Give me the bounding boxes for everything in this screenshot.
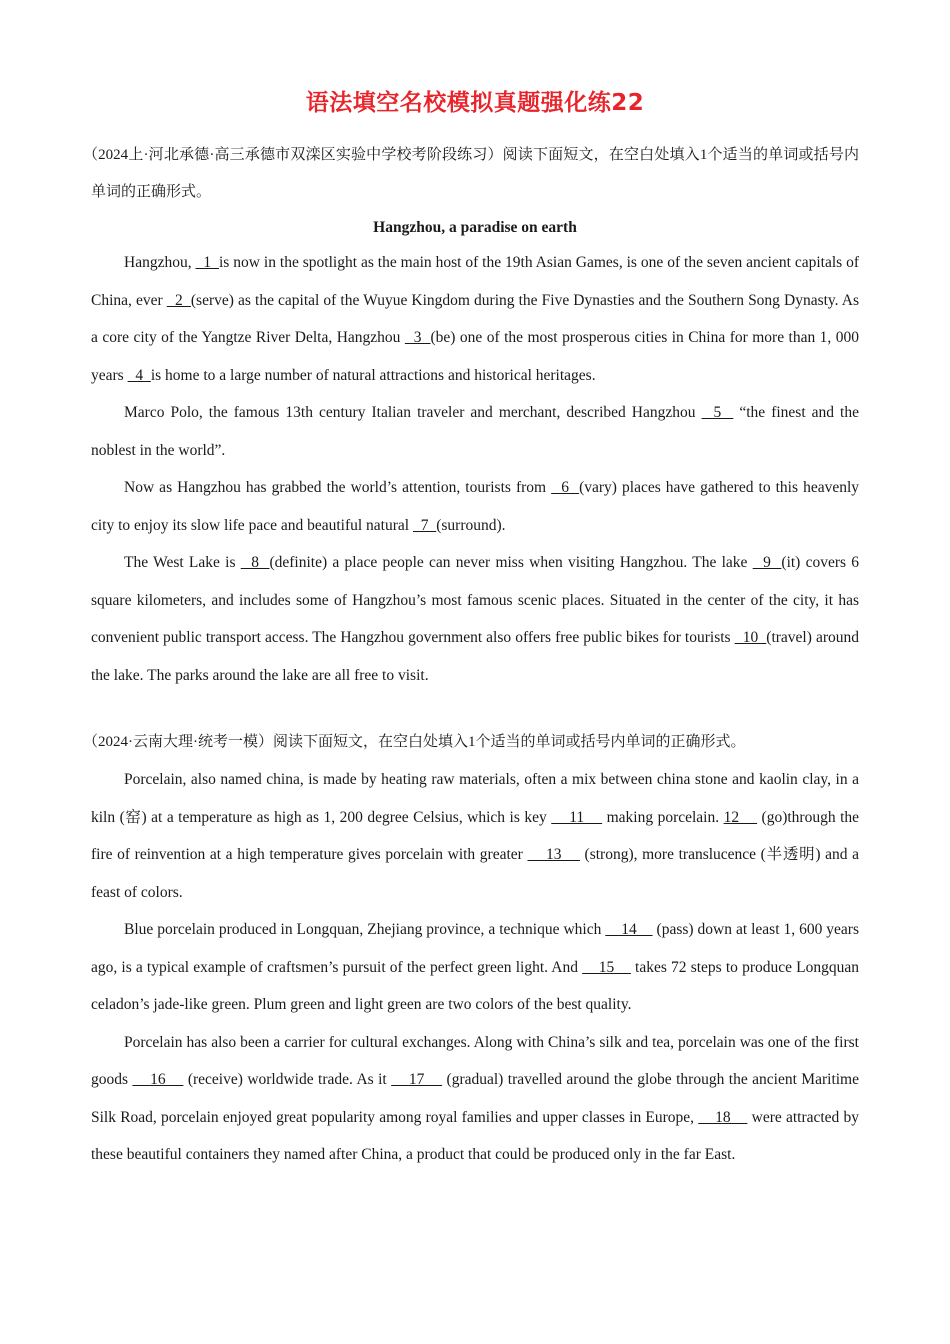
document-page: [83, 84, 860, 1174]
section-intro: （2024·云南大理·统考一模）阅读下面短文，在空白处填入1个适当的单词或括号内单词的正确形式。: [83, 734, 746, 750]
answer-blank[interactable]: 6: [551, 479, 580, 496]
answer-blank[interactable]: 18: [698, 1108, 748, 1126]
answer-blank[interactable]: 13: [527, 846, 580, 863]
answer-blank[interactable]: 11: [551, 808, 603, 826]
passage-paragraph: Hangzhou, 1 is now in the spotlight as the main host of the 19th Asian Games, is one of the seven ancient capitals of China, ever 2 (serve) as the capital of the Wuyue Kingdom during the Five Dynasties and the Southern Song Dynasty. As a core city of the Yangtze River Delta, Hangzhou 3 (be) one of the most prosperous cities in China for more than 1, 000 years 4 is home to a large number of natural attractions and historical heritages.: [91, 254, 860, 384]
answer-blank[interactable]: 9: [752, 554, 782, 571]
answer-blank[interactable]: 5: [701, 404, 734, 421]
answer-blank[interactable]: 1: [195, 254, 219, 271]
page-title: 语法填空名校模拟真题强化练22: [305, 90, 645, 116]
passage-paragraph: Blue porcelain produced in Longquan, Zhejiang province, a technique which 14 (pass) down at least 1, 600 years ago, is a typical example of craftsmen’s pursuit of the perfect green light. And 15 takes 72 steps to produce Longquan celadon’s jade-like green. Plum green and light green are two colors of the best quality.: [91, 921, 860, 1013]
answer-blank[interactable]: 16: [132, 1071, 184, 1088]
section-gap: [91, 694, 859, 724]
answer-blank[interactable]: 17: [391, 1071, 443, 1088]
answer-blank[interactable]: 10: [734, 629, 767, 646]
passage-paragraph: Porcelain has also been a carrier for cultural exchanges. Along with China’s silk and tea, porcelain was one of the first goods 16 (receive) worldwide trade. As it 17 (gradual) travelled around the globe through the ancient Maritime Silk Road, porcelain enjoyed great popularity among royal families and upper classes in Europe, 18 were attracted by these beautiful containers they named after China, a product that could be produced only in the far East.: [91, 1033, 860, 1163]
answer-blank[interactable]: 12: [723, 808, 758, 826]
answer-blank[interactable]: 8: [240, 554, 270, 571]
answer-blank[interactable]: 7: [412, 516, 437, 534]
answer-blank[interactable]: 15: [582, 958, 631, 976]
article-title: Hangzhou, a paradise on earth: [373, 219, 577, 236]
section-intro: （2024上·河北承德·高三承德市双滦区实验中学校考阶段练习）阅读下面短文，在空白处填入1个适当的单词或括号内单词的正确形式。: [83, 147, 859, 200]
passage-body: [91, 244, 859, 694]
passage-paragraph: Now as Hangzhou has grabbed the world’s attention, tourists from 6 (vary) places have gathered to this heavenly city to enjoy its slow life pace and beautiful natural 7 (surround).: [91, 479, 860, 534]
exercise-section-2: [83, 724, 860, 1174]
answer-blank[interactable]: 3: [404, 329, 431, 346]
passage-paragraph: Porcelain, also named china, is made by heating raw materials, often a mix between china stone and kaolin clay, in a kiln (窑) at a temperature as high as 1, 200 degree Celsius, which is key 11 making porcelain. 12 (go)through the fire of reinvention at a high temperature gives porcelain with greater 13 (strong), more translucence (半透明) and a feast of colors.: [91, 771, 860, 901]
passage-paragraph: The West Lake is 8 (definite) a place people can never miss when visiting Hangzhou. The lake 9 (it) covers 6 square kilometers, and includes some of Hangzhou’s most famous scenic places. Situated in the center of the city, it has convenient public transport access. The Hangzhou government also offers free public bikes for tourists 10 (travel) around the lake. The parks around the lake are all free to visit.: [91, 554, 860, 684]
answer-blank[interactable]: 14: [605, 921, 653, 938]
exercise-section-1: [83, 137, 860, 694]
passage-paragraph: Marco Polo, the famous 13th century Italian traveler and merchant, described Hangzhou 5 “the finest and the noblest in the world”.: [91, 404, 859, 459]
answer-blank[interactable]: 4: [127, 366, 151, 384]
answer-blank[interactable]: 2: [166, 291, 191, 309]
passage-body: [91, 761, 859, 1174]
